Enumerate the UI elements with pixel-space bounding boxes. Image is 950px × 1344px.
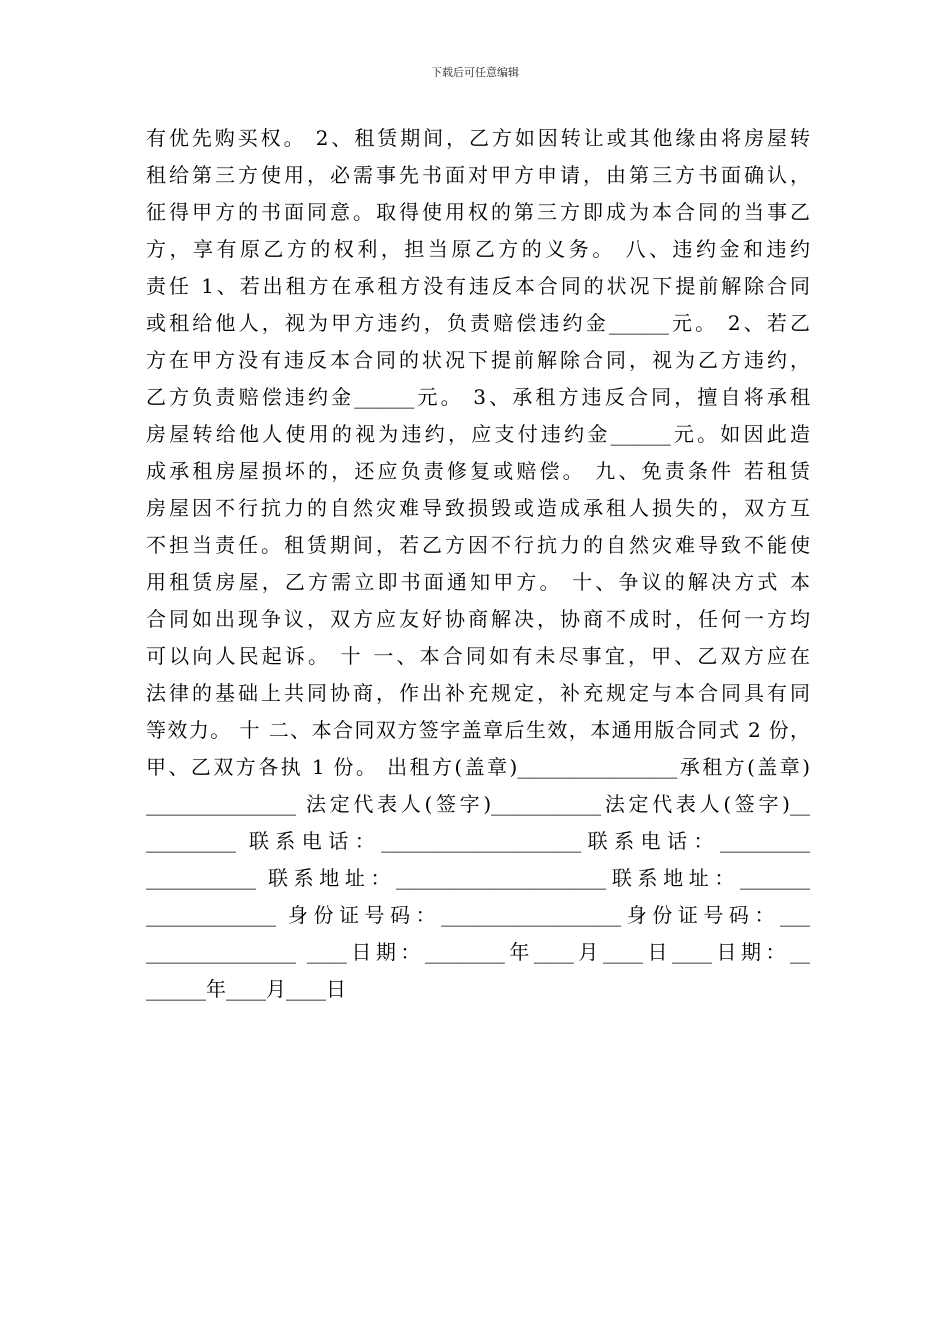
text-line: 征得甲方的书面同意。取得使用权的第三方即成为本合同的当事乙 <box>146 200 810 224</box>
signature-line: ______年____月____日 <box>146 977 346 1001</box>
contract-body <box>146 120 810 1008</box>
text-line: 方在甲方没有违反本合同的状况下提前解除合同，视为乙方违约， <box>146 348 810 372</box>
text-line: 法律的基础上共同协商，作出补充规定，补充规定与本合同具有同 <box>146 681 810 705</box>
signature-line: _____________ 身份证号码：__________________身份证号码：___ <box>146 903 810 927</box>
signature-line: _________ 联系电话：____________________联系电话：_________ <box>146 829 810 853</box>
text-line: 成承租房屋损坏的，还应负责修复或赔偿。 九、免责条件 若租赁 <box>146 459 810 483</box>
signature-line: 甲、乙双方各执 1 份。 出租方(盖章)________________承租方(盖章) <box>146 755 810 779</box>
signature-line: ___________ 联系地址：_____________________联系地址：_______ <box>146 866 810 890</box>
text-line: 租给第三方使用，必需事先书面对甲方申请，由第三方书面确认， <box>146 163 810 187</box>
text-line: 合同如出现争议，双方应友好协商解决，协商不成时，任何一方均 <box>146 607 810 631</box>
text-line: 责任 1、若出租方在承租方没有违反本合同的状况下提前解除合同 <box>146 274 810 298</box>
text-line: 用租赁房屋，乙方需立即书面通知甲方。 十、争议的解决方式 本 <box>146 570 810 594</box>
page-header: 下载后可任意编辑 <box>431 66 519 79</box>
text-line: 等效力。 十 二、本合同双方签字盖章后生效，本通用版合同式 2 份， <box>146 718 810 742</box>
text-line: 房屋转给他人使用的视为违约，应支付违约金______元。如因此造 <box>146 422 810 446</box>
text-line: 或租给他人，视为甲方违约，负责赔偿违约金______元。 2、若乙 <box>146 311 810 335</box>
text-line: 乙方负责赔偿违约金______元。 3、承租方违反合同，擅自将承租 <box>146 385 810 409</box>
text-line: 方，享有原乙方的权利，担当原乙方的义务。 八、违约金和违约 <box>146 237 810 261</box>
text-line: 有优先购买权。 2、租赁期间，乙方如因转让或其他缘由将房屋转 <box>146 126 810 150</box>
signature-line: _______________ ____日期：________年____月____日____日期：__ <box>146 940 810 964</box>
text-line: 不担当责任。租赁期间，若乙方因不行抗力的自然灾难导致不能使 <box>146 533 810 557</box>
signature-line: _______________ 法定代表人(签字)___________法定代表人(签字)__ <box>146 792 810 816</box>
text-line: 房屋因不行抗力的自然灾难导致损毁或造成承租人损失的，双方互 <box>146 496 810 520</box>
text-line: 可以向人民起诉。 十 一、本合同如有未尽事宜，甲、乙双方应在 <box>146 644 810 668</box>
